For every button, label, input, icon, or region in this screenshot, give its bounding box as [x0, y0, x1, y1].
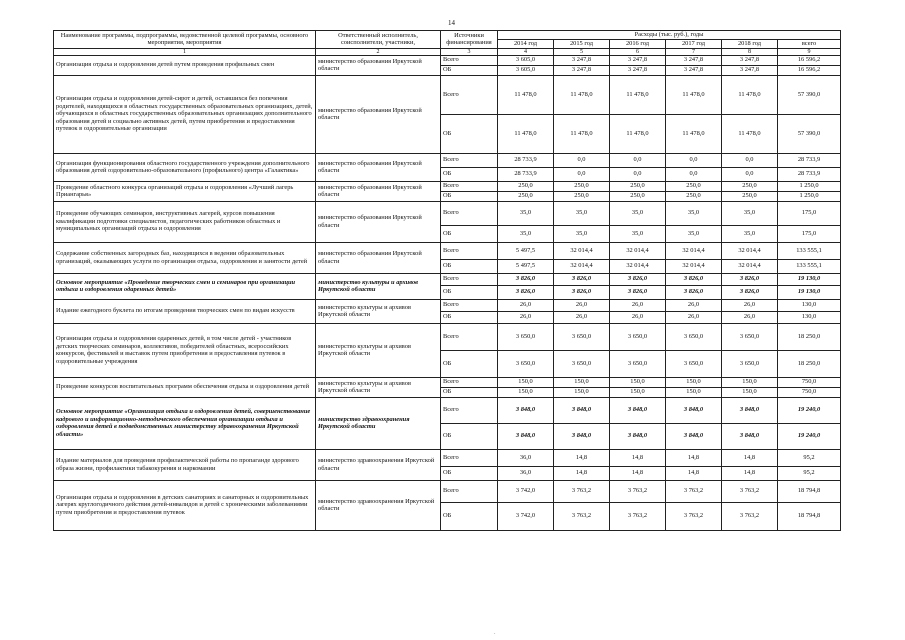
amount-cell: 250,0	[498, 191, 554, 201]
amount-cell: 35,0	[722, 201, 778, 225]
amount-cell: 3 650,0	[498, 323, 554, 350]
amount-cell: 11 478,0	[554, 114, 610, 153]
column-index: 9	[778, 48, 841, 55]
funding-source-cell: ОБ	[441, 65, 498, 75]
column-index: 8	[722, 48, 778, 55]
amount-cell: 3 826,0	[610, 273, 666, 285]
funding-source-cell: ОБ	[441, 350, 498, 377]
total-cell: 95,2	[778, 449, 841, 466]
total-cell: 130,0	[778, 299, 841, 311]
activity-name: Основное мероприятие «Организация отдыха и оздоровления детей, совершенствование кадрового и информационно-методического обеспечения организации отдыха и оздоровления детей в подведомственных министерству здравоохранения Иркутской области»	[54, 397, 316, 449]
header-year: 2018 год	[722, 40, 778, 49]
amount-cell: 3 650,0	[554, 323, 610, 350]
header-expenses: Расходы (тыс. руб.), годы	[498, 31, 841, 40]
amount-cell: 5 497,5	[498, 242, 554, 259]
funding-source-cell: ОБ	[441, 259, 498, 273]
amount-cell: 26,0	[554, 299, 610, 311]
amount-cell: 3 247,8	[666, 55, 722, 65]
table-row	[54, 75, 841, 114]
amount-cell: 150,0	[610, 377, 666, 387]
total-cell: 16 596,2	[778, 65, 841, 75]
funding-source-cell: Всего	[441, 273, 498, 285]
total-cell: 750,0	[778, 377, 841, 387]
amount-cell: 26,0	[722, 311, 778, 323]
total-cell: 130,0	[778, 311, 841, 323]
funding-source-cell: ОБ	[441, 387, 498, 397]
amount-cell: 3 247,8	[610, 65, 666, 75]
amount-cell: 3 826,0	[722, 285, 778, 299]
activity-name: Издание ежегодного буклета по итогам проведения творческих смен по видам искусств	[54, 299, 316, 323]
header-name: Наименование программы, подпрограммы, ведомственной целевой программы, основного мероприятия, мероприятия	[54, 31, 316, 49]
amount-cell: 3 247,8	[666, 65, 722, 75]
funding-source-cell: Всего	[441, 377, 498, 387]
amount-cell: 250,0	[666, 191, 722, 201]
amount-cell: 150,0	[722, 377, 778, 387]
amount-cell: 3 826,0	[498, 285, 554, 299]
amount-cell: 3 848,0	[554, 423, 610, 449]
total-cell: 1 250,0	[778, 181, 841, 191]
total-cell: 57 390,0	[778, 114, 841, 153]
amount-cell: 14,8	[722, 449, 778, 466]
amount-cell: 3 650,0	[498, 350, 554, 377]
funding-source-cell: Всего	[441, 480, 498, 502]
amount-cell: 150,0	[610, 387, 666, 397]
scan-mark: .	[494, 630, 496, 636]
amount-cell: 150,0	[554, 377, 610, 387]
amount-cell: 3 763,2	[666, 480, 722, 502]
amount-cell: 3 848,0	[554, 397, 610, 423]
table-row	[54, 273, 841, 285]
amount-cell: 11 478,0	[610, 114, 666, 153]
amount-cell: 32 014,4	[554, 259, 610, 273]
funding-source-cell: Всего	[441, 449, 498, 466]
funding-source-cell: Всего	[441, 75, 498, 114]
total-cell: 19 240,0	[778, 423, 841, 449]
amount-cell: 150,0	[498, 377, 554, 387]
amount-cell: 250,0	[610, 181, 666, 191]
executor-cell: министерство образования Иркутской области	[316, 153, 441, 181]
amount-cell: 3 848,0	[610, 423, 666, 449]
table-row	[54, 377, 841, 387]
activity-name: Проведение обучающих семинаров, инструктивных лагерей, курсов повышения квалификации подготовки специалистов, педагогических работников областных и муниципальных организаций отдыха и оздоровления	[54, 201, 316, 242]
funding-source-cell: ОБ	[441, 466, 498, 480]
amount-cell: 3 742,0	[498, 480, 554, 502]
page-number: 14	[448, 19, 455, 27]
column-index: 2	[316, 48, 441, 55]
amount-cell: 3 763,2	[666, 502, 722, 530]
amount-cell: 0,0	[610, 167, 666, 181]
funding-source-cell: Всего	[441, 201, 498, 225]
activity-name: Проведение конкурсов воспитательных программ обеспечения отдыха и оздоровления детей	[54, 377, 316, 397]
amount-cell: 26,0	[610, 311, 666, 323]
amount-cell: 3 848,0	[666, 397, 722, 423]
header-total: всего	[778, 40, 841, 49]
total-cell: 19 240,0	[778, 397, 841, 423]
amount-cell: 26,0	[722, 299, 778, 311]
table-row	[54, 299, 841, 311]
total-cell: 133 555,1	[778, 242, 841, 259]
executor-cell: министерство образования Иркутской области	[316, 181, 441, 201]
amount-cell: 3 848,0	[610, 397, 666, 423]
amount-cell: 35,0	[498, 225, 554, 242]
amount-cell: 3 763,2	[554, 480, 610, 502]
table-row	[54, 242, 841, 259]
amount-cell: 150,0	[666, 377, 722, 387]
funding-source-cell: Всего	[441, 153, 498, 167]
amount-cell: 0,0	[722, 167, 778, 181]
amount-cell: 35,0	[610, 225, 666, 242]
amount-cell: 250,0	[610, 191, 666, 201]
header-year: 2014 год	[498, 40, 554, 49]
amount-cell: 28 733,9	[498, 167, 554, 181]
activity-name: Организация отдыха и оздоровления детей-сирот и детей, оставшихся без попечения родителей, находящихся в областных государственных образовательных организациях, детей, обучающихся в областных государственных образовательных организациях дополнительного образования детей и социально активных детей, путем приобретения и предоставления путевок в оздоровительные организации	[54, 75, 316, 153]
amount-cell: 3 650,0	[554, 350, 610, 377]
executor-cell: министерство культуры и архивов Иркутской области	[316, 377, 441, 397]
table-body	[54, 55, 841, 530]
amount-cell: 3 605,0	[498, 65, 554, 75]
amount-cell: 32 014,4	[610, 242, 666, 259]
executor-cell: министерство здравоохранения Иркутской области	[316, 449, 441, 480]
table-row	[54, 181, 841, 191]
amount-cell: 3 826,0	[610, 285, 666, 299]
amount-cell: 11 478,0	[498, 114, 554, 153]
amount-cell: 35,0	[666, 201, 722, 225]
budget-table	[53, 30, 841, 531]
funding-source-cell: Всего	[441, 55, 498, 65]
activity-name: Издание материалов для проведения профилактической работы по пропаганде здорового образа жизни, профилактики табакокурения и наркомании	[54, 449, 316, 480]
table-row	[54, 480, 841, 502]
amount-cell: 35,0	[610, 201, 666, 225]
amount-cell: 11 478,0	[722, 75, 778, 114]
amount-cell: 3 826,0	[498, 273, 554, 285]
amount-cell: 32 014,4	[722, 259, 778, 273]
executor-cell: министерство образования Иркутской области	[316, 55, 441, 75]
amount-cell: 3 763,2	[722, 480, 778, 502]
total-cell: 175,0	[778, 225, 841, 242]
amount-cell: 35,0	[498, 201, 554, 225]
total-cell: 18 250,0	[778, 350, 841, 377]
executor-cell: министерство образования Иркутской области	[316, 242, 441, 273]
table-row	[54, 323, 841, 350]
executor-cell: министерство здравоохранения Иркутской области	[316, 397, 441, 449]
amount-cell: 14,8	[666, 466, 722, 480]
column-index: 6	[610, 48, 666, 55]
amount-cell: 0,0	[666, 153, 722, 167]
amount-cell: 3 742,0	[498, 502, 554, 530]
amount-cell: 11 478,0	[610, 75, 666, 114]
amount-cell: 250,0	[666, 181, 722, 191]
activity-name: Проведение областного конкурса организаций отдыха и оздоровления «Лучший лагерь Приангарья»	[54, 181, 316, 201]
amount-cell: 35,0	[554, 225, 610, 242]
amount-cell: 3 650,0	[610, 350, 666, 377]
amount-cell: 3 848,0	[666, 423, 722, 449]
funding-source-cell: ОБ	[441, 114, 498, 153]
total-cell: 133 555,1	[778, 259, 841, 273]
column-index: 5	[554, 48, 610, 55]
amount-cell: 11 478,0	[554, 75, 610, 114]
amount-cell: 26,0	[666, 299, 722, 311]
total-cell: 28 733,9	[778, 153, 841, 167]
executor-cell: министерство образования Иркутской области	[316, 75, 441, 153]
amount-cell: 150,0	[498, 387, 554, 397]
activity-name: Организация функционирования областного государственного учреждения дополнительного образования детей оздоровительно-образовательного (профильного) центра «Галактика»	[54, 153, 316, 181]
amount-cell: 3 763,2	[610, 480, 666, 502]
funding-source-cell: ОБ	[441, 502, 498, 530]
amount-cell: 3 247,8	[554, 55, 610, 65]
header-year: 2016 год	[610, 40, 666, 49]
executor-cell: министерство образования Иркутской области	[316, 201, 441, 242]
amount-cell: 3 848,0	[722, 397, 778, 423]
table-row	[54, 55, 841, 65]
column-index: 7	[666, 48, 722, 55]
amount-cell: 0,0	[666, 167, 722, 181]
funding-source-cell: Всего	[441, 323, 498, 350]
amount-cell: 3 650,0	[666, 323, 722, 350]
total-cell: 18 250,0	[778, 323, 841, 350]
amount-cell: 3 763,2	[722, 502, 778, 530]
amount-cell: 0,0	[554, 167, 610, 181]
amount-cell: 250,0	[722, 181, 778, 191]
column-index: 4	[498, 48, 554, 55]
amount-cell: 36,0	[498, 466, 554, 480]
funding-source-cell: ОБ	[441, 285, 498, 299]
amount-cell: 3 247,8	[722, 55, 778, 65]
amount-cell: 250,0	[722, 191, 778, 201]
amount-cell: 3 848,0	[722, 423, 778, 449]
amount-cell: 35,0	[666, 225, 722, 242]
amount-cell: 3 826,0	[554, 273, 610, 285]
executor-cell: министерство культуры и архивов Иркутской области	[316, 273, 441, 299]
total-cell: 95,2	[778, 466, 841, 480]
amount-cell: 14,8	[554, 449, 610, 466]
funding-source-cell: ОБ	[441, 311, 498, 323]
amount-cell: 11 478,0	[722, 114, 778, 153]
amount-cell: 3 763,2	[610, 502, 666, 530]
amount-cell: 26,0	[498, 311, 554, 323]
total-cell: 19 130,0	[778, 273, 841, 285]
amount-cell: 3 848,0	[498, 397, 554, 423]
amount-cell: 250,0	[554, 191, 610, 201]
table-header	[54, 31, 841, 56]
amount-cell: 150,0	[554, 387, 610, 397]
total-cell: 18 794,8	[778, 502, 841, 530]
amount-cell: 3 848,0	[498, 423, 554, 449]
amount-cell: 3 650,0	[722, 350, 778, 377]
amount-cell: 0,0	[610, 153, 666, 167]
total-cell: 1 250,0	[778, 191, 841, 201]
amount-cell: 250,0	[498, 181, 554, 191]
amount-cell: 3 247,8	[722, 65, 778, 75]
activity-name: Основное мероприятие «Проведение творческих смен и семинаров при организации отдыха и оздоровления одаренных детей»	[54, 273, 316, 299]
amount-cell: 14,8	[610, 449, 666, 466]
amount-cell: 32 014,4	[610, 259, 666, 273]
amount-cell: 36,0	[498, 449, 554, 466]
column-index: 1	[54, 48, 316, 55]
amount-cell: 32 014,4	[554, 242, 610, 259]
amount-cell: 150,0	[666, 387, 722, 397]
total-cell: 18 794,8	[778, 480, 841, 502]
funding-source-cell: ОБ	[441, 191, 498, 201]
amount-cell: 32 014,4	[722, 242, 778, 259]
activity-name: Организация отдыха и оздоровления одаренных детей, в том числе детей - участников детских творческих семинаров, коллективов, победителей областных, всероссийских конкурсов, фестивалей и выставок путем приобретения и предоставления путевок в оздоровительные учреждения	[54, 323, 316, 377]
amount-cell: 3 826,0	[666, 285, 722, 299]
amount-cell: 3 247,8	[610, 55, 666, 65]
amount-cell: 32 014,4	[666, 242, 722, 259]
amount-cell: 0,0	[554, 153, 610, 167]
amount-cell: 250,0	[554, 181, 610, 191]
amount-cell: 11 478,0	[666, 114, 722, 153]
amount-cell: 3 247,8	[554, 65, 610, 75]
activity-name: Организация отдыха и оздоровления в детских санаториях и санаторных и оздоровительных лагерях круглогодичного действия детей-инвалидов и детей с хроническими заболеваниями путем приобретения и предоставления путевок	[54, 480, 316, 530]
funding-source-cell: Всего	[441, 299, 498, 311]
header-year: 2015 год	[554, 40, 610, 49]
amount-cell: 35,0	[554, 201, 610, 225]
amount-cell: 3 763,2	[554, 502, 610, 530]
amount-cell: 0,0	[722, 153, 778, 167]
table-row	[54, 397, 841, 423]
amount-cell: 3 605,0	[498, 55, 554, 65]
executor-cell: министерство культуры и архивов Иркутской области	[316, 323, 441, 377]
amount-cell: 26,0	[498, 299, 554, 311]
amount-cell: 14,8	[722, 466, 778, 480]
activity-name: Организация отдыха и оздоровления детей путем проведения профильных смен	[54, 55, 316, 75]
amount-cell: 150,0	[722, 387, 778, 397]
total-cell: 750,0	[778, 387, 841, 397]
total-cell: 28 733,9	[778, 167, 841, 181]
table-row	[54, 449, 841, 466]
amount-cell: 3 650,0	[610, 323, 666, 350]
amount-cell: 3 826,0	[554, 285, 610, 299]
header-source: Источники финансирования	[441, 31, 498, 49]
amount-cell: 28 733,9	[498, 153, 554, 167]
executor-cell: министерство здравоохранения Иркутской области	[316, 480, 441, 530]
header-executor: Ответственный исполнитель, соисполнители, участники,	[316, 31, 441, 49]
amount-cell: 32 014,4	[666, 259, 722, 273]
funding-source-cell: Всего	[441, 242, 498, 259]
amount-cell: 35,0	[722, 225, 778, 242]
amount-cell: 3 826,0	[666, 273, 722, 285]
amount-cell: 11 478,0	[666, 75, 722, 114]
total-cell: 57 390,0	[778, 75, 841, 114]
funding-source-cell: Всего	[441, 181, 498, 191]
amount-cell: 14,8	[666, 449, 722, 466]
funding-source-cell: Всего	[441, 397, 498, 423]
funding-source-cell: ОБ	[441, 167, 498, 181]
amount-cell: 26,0	[554, 311, 610, 323]
amount-cell: 3 650,0	[666, 350, 722, 377]
total-cell: 16 596,2	[778, 55, 841, 65]
amount-cell: 5 497,5	[498, 259, 554, 273]
table-row	[54, 153, 841, 167]
table-row	[54, 201, 841, 225]
amount-cell: 26,0	[666, 311, 722, 323]
executor-cell: министерство культуры и архивов Иркутской области	[316, 299, 441, 323]
activity-name: Содержание собственных загородных баз, находящихся в ведении образовательных организаций, оказывающих услуги по организации отдыха, оздоровления и занятости детей	[54, 242, 316, 273]
amount-cell: 26,0	[610, 299, 666, 311]
amount-cell: 14,8	[554, 466, 610, 480]
funding-source-cell: ОБ	[441, 423, 498, 449]
amount-cell: 11 478,0	[498, 75, 554, 114]
amount-cell: 3 826,0	[722, 273, 778, 285]
amount-cell: 3 650,0	[722, 323, 778, 350]
total-cell: 175,0	[778, 201, 841, 225]
total-cell: 19 130,0	[778, 285, 841, 299]
amount-cell: 14,8	[610, 466, 666, 480]
column-index: 3	[441, 48, 498, 55]
header-year: 2017 год	[666, 40, 722, 49]
funding-source-cell: ОБ	[441, 225, 498, 242]
